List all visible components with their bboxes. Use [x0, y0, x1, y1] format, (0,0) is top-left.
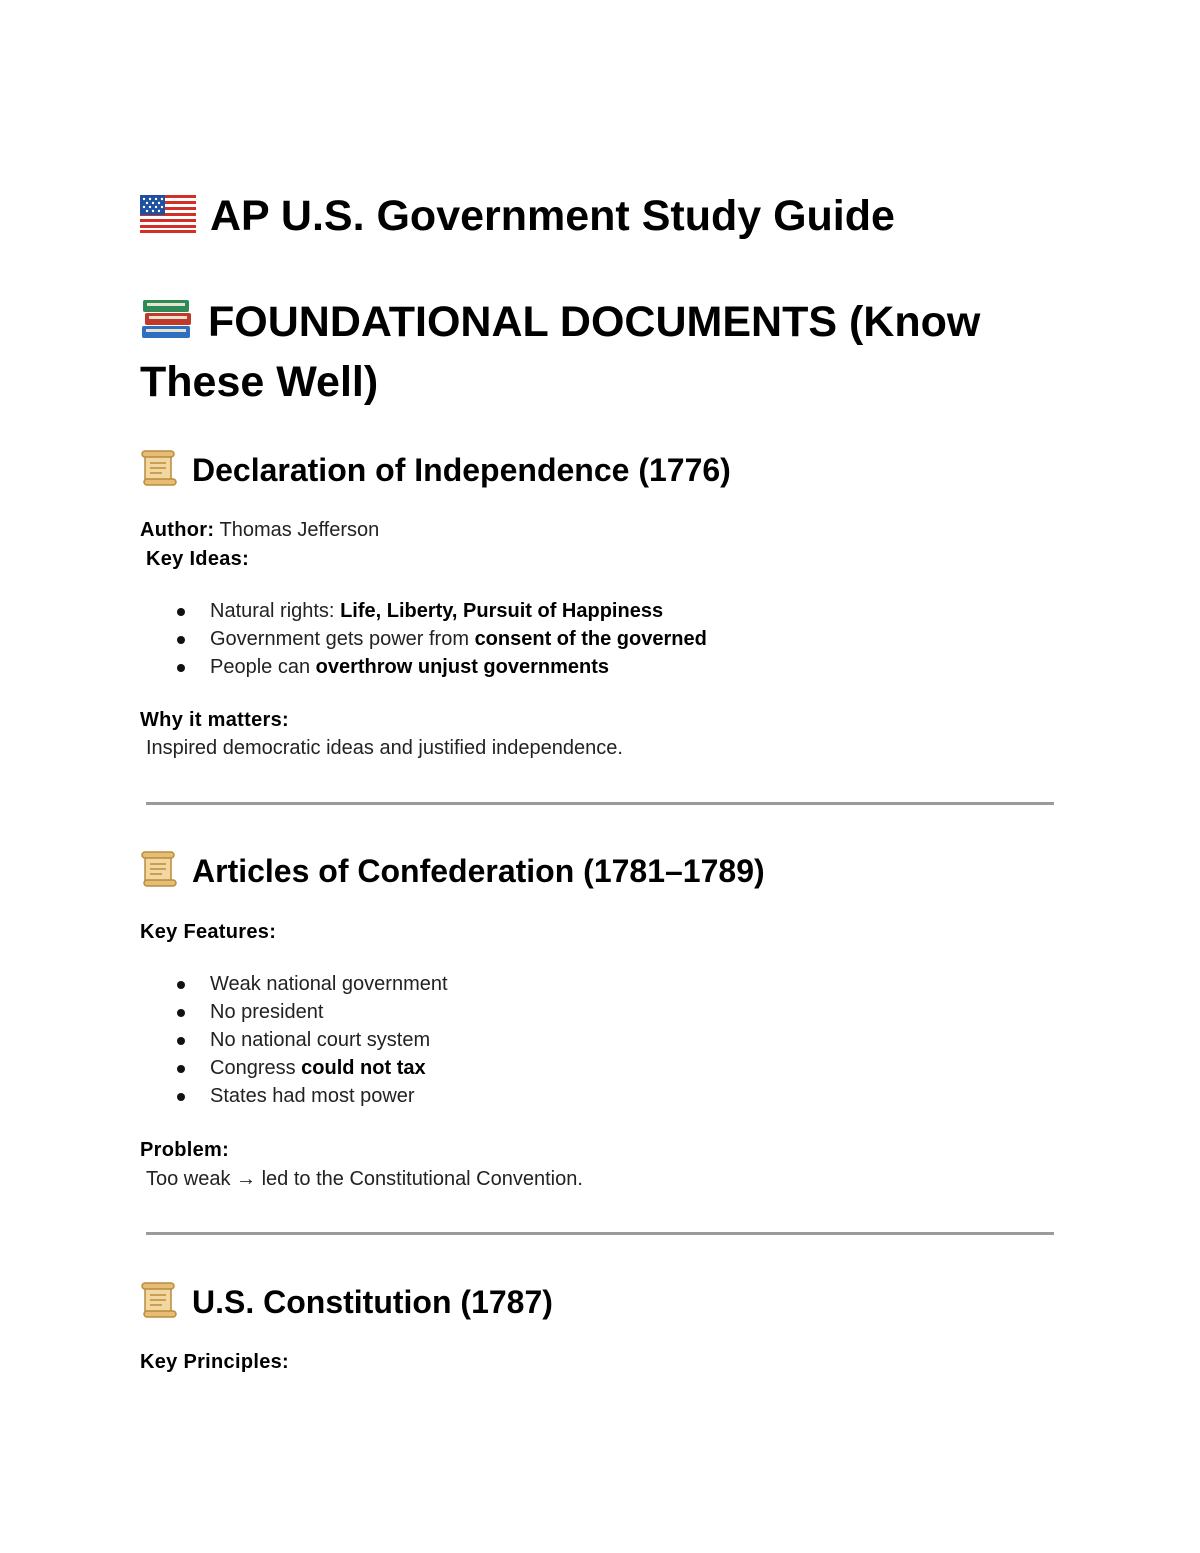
list-item: No president [140, 998, 448, 1026]
section-heading-line2: These Well) [140, 358, 379, 406]
scroll-icon [140, 1282, 178, 1327]
why-it-matters-text: Inspired democratic ideas and justified independence. [146, 737, 623, 759]
list-item: States had most power [140, 1082, 448, 1110]
section-divider [146, 1232, 1054, 1235]
us-flag-icon [140, 191, 196, 247]
page-title-text: AP U.S. Government Study Guide [210, 192, 895, 240]
constitution-heading [140, 1282, 553, 1327]
articles-heading [140, 851, 765, 896]
declaration-heading-text: Declaration of Independence (1776) [192, 452, 731, 488]
books-icon [140, 294, 194, 356]
articles-heading-text: Articles of Confederation (1781–1789) [192, 853, 765, 889]
why-it-matters-label: Why it matters: [140, 709, 289, 731]
key-ideas-label: Key Ideas: [146, 548, 250, 570]
section-heading [140, 292, 980, 356]
list-item: Congress could not tax [140, 1054, 448, 1082]
section-divider [146, 802, 1054, 805]
list-item: Weak national government [140, 970, 448, 998]
constitution-heading-text: U.S. Constitution (1787) [192, 1284, 553, 1320]
author-label: Author: [140, 519, 215, 541]
problem-label: Problem: [140, 1139, 230, 1161]
scroll-icon [140, 851, 178, 896]
scroll-icon [140, 450, 178, 495]
problem-text: Too weak → led to the Constitutional Convention. [146, 1168, 583, 1190]
list-item: Natural rights: Life, Liberty, Pursuit of Happiness [140, 597, 707, 625]
key-features-list [140, 970, 448, 1110]
author-line [140, 516, 379, 544]
key-principles-label: Key Principles: [140, 1351, 290, 1373]
list-item: No national court system [140, 1026, 448, 1054]
key-features-label: Key Features: [140, 921, 277, 943]
author-value: Thomas Jefferson [219, 519, 380, 541]
key-ideas-list [140, 597, 707, 681]
list-item: People can overthrow unjust governments [140, 653, 707, 681]
section-heading-line1: FOUNDATIONAL DOCUMENTS (Know [208, 298, 981, 346]
list-item: Government gets power from consent of the governed [140, 625, 707, 653]
page-title [140, 188, 895, 247]
declaration-heading [140, 450, 731, 495]
